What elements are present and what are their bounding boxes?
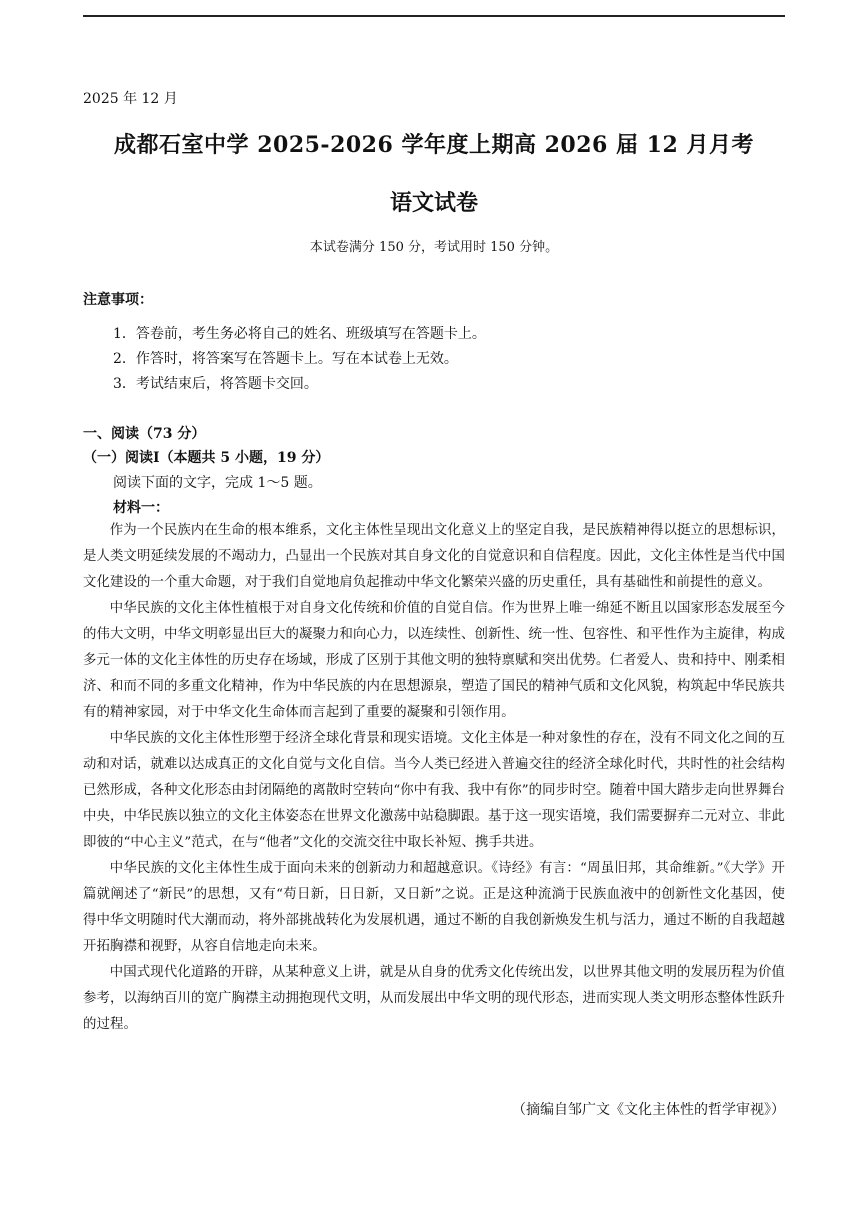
exam-title: 成都石室中学 2025-2026 学年度上期高 2026 届 12 月月考 (114, 132, 754, 158)
reading-passage (83, 518, 785, 1038)
notice-item: 3．考试结束后，将答题卡交回。 (113, 376, 318, 392)
notice-heading: 注意事项： (83, 292, 153, 308)
top-rule (83, 15, 785, 17)
passage-paragraph: 作为一个民族内在生命的根本维系，文化主体性呈现出文化意义上的坚定自我，是民族精神得以挺立的思想标识，是人类文明延续发展的不竭动力，凸显出一个民族对其自身文化的自觉意识和自信程度。因此，文化主体性是当代中国文化建设的一个重大命题，对于我们自觉地肩负起推动中华文化繁荣兴盛的历史重任，具有基础性和前提性的意义。 (83, 523, 785, 590)
passage-source: （摘编自邹广文《文化主体性的哲学审视》） (512, 1102, 785, 1118)
passage-paragraph: 中国式现代化道路的开辟，从某种意义上讲，就是从自身的优秀文化传统出发，以世界其他文明的发展历程为价值参考，以海纳百川的宽广胸襟主动拥抱现代文明，从而发展出中华文明的现代形态，进而实现人类文明形态整体性跃升的过程。 (83, 965, 785, 1032)
score-note: 本试卷满分 150 分，考试用时 150 分钟。 (309, 240, 559, 255)
section-heading: 一、阅读（73 分） (83, 426, 206, 442)
passage-paragraph: 中华民族的文化主体性形塑于经济全球化背景和现实语境。文化主体是一种对象性的存在，没有不同文化之间的互动和对话，就难以达成真正的文化自觉与文化自信。当今人类已经进入普遍交往的经济全球化时代，共时性的社会结构已然形成，各种文化形态由封闭隔绝的离散时空转向“你中有我、我中有你”的同步时空。随着中国大踏步走向世界舞台中央，中华民族以独立的文化主体姿态在世界文化激荡中站稳脚跟。基于这一现实语境，我们需要摒弃二元对立、非此即彼的“中心主义”范式，在与“他者”文化的交流交往中取长补短、携手共进。 (83, 731, 785, 850)
material-label: 材料一： (113, 500, 169, 516)
notice-item: 2．作答时，将答案写在答题卡上。写在本试卷上无效。 (113, 351, 458, 367)
passage-paragraph: 中华民族的文化主体性植根于对自身文化传统和价值的自觉自信。作为世界上唯一绵延不断且以国家形态发展至今的伟大文明，中华文明彰显出巨大的凝聚力和向心力，以连续性、创新性、统一性、包容性、和平性作为主旋律，构成多元一体的文化主体性的历史存在场域，形成了区别于其他文明的独特禀赋和突出优势。仁者爱人、贵和持中、刚柔相济、和而不同的多重文化精神，作为中华民族的内在思想源泉，塑造了国民的精神气质和文化风貌，构筑起中华民族共有的精神家园，对于中华文化生命体而言起到了重要的凝聚和引领作用。 (83, 601, 785, 720)
exam-date: 2025 年 12 月 (83, 91, 178, 107)
exam-subtitle: 语文试卷 (389, 190, 478, 216)
reading-instruction: 阅读下面的文字，完成 1～5 题。 (113, 475, 322, 491)
notice-item: 1．答卷前，考生务必将自己的姓名、班级填写在答题卡上。 (113, 326, 486, 342)
subsection-heading: （一）阅读Ⅰ（本题共 5 小题，19 分） (83, 450, 330, 466)
notice-list (113, 322, 486, 397)
passage-paragraph: 中华民族的文化主体性生成于面向未来的创新动力和超越意识。《诗经》有言：“周虽旧邦，其命维新。”《大学》开篇就阐述了“新民”的思想，又有“苟日新，日日新，又日新”之说。正是这种流淌于民族血液中的创新性文化基因，使得中华文明随时代大潮而动，将外部挑战转化为发展机遇，通过不断的自我创新焕发生机与活力，通过不断的自我超越开拓胸襟和视野，从容自信地走向未来。 (83, 861, 785, 954)
